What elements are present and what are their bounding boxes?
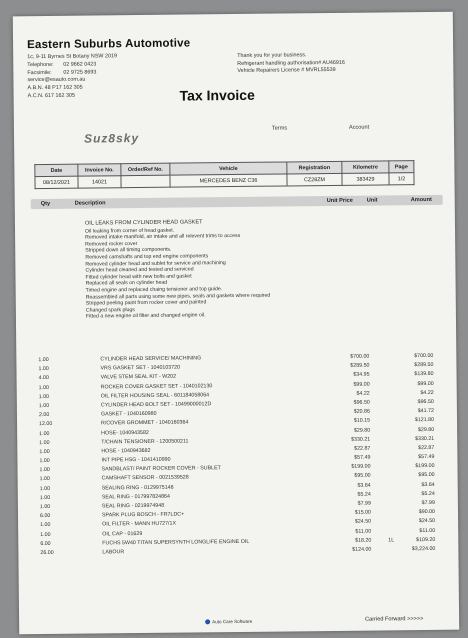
order-ref-header: Order/Ref No. [121, 163, 170, 176]
line-item-amount: $121.80 [414, 417, 435, 424]
line-item-unit-price: $10.15 [353, 417, 371, 425]
line-item-description: SEAL RING - 017997824864 [101, 493, 170, 501]
page-value: 1/2 [389, 173, 414, 185]
refrigerant-line: Refrigerant handling authorisation# AU46916 [237, 59, 345, 67]
line-item-amount: $3.64 [421, 481, 435, 488]
line-item-amount: $700.00 [414, 352, 434, 360]
line-item-qty: 1.00 [39, 448, 50, 455]
job-description-title: OIL LEAKS FROM CYLINDER HEAD GASKET [84, 219, 203, 227]
line-item-amount: $289.50 [414, 362, 434, 369]
telephone-value: 02 9662 0423 [63, 61, 97, 68]
line-item-description: CAMSHAFT SENSOR - 0021539528 [101, 474, 189, 482]
software-credit [205, 619, 252, 625]
line-item-description: OIL FILTER HOUSING SEAL - 601184058064 [100, 392, 210, 400]
business-notice [237, 52, 345, 76]
abn-value: A.B.N. 48 P17 162 305 [27, 84, 83, 92]
line-item-amount: $96.50 [417, 398, 434, 406]
line-item-qty: 1.00 [38, 384, 50, 391]
info-value-row [35, 173, 414, 189]
job-description-line: Reassembled all parts using some new pipes, seals and gaskets where required [85, 292, 271, 301]
line-item-description: HOSE- 1040943582 [101, 429, 149, 436]
registration-value: CZ28ZM [287, 173, 342, 186]
thanks-line: Thank you for your business. [237, 52, 307, 59]
line-item-unit-price: $15.00 [354, 509, 372, 516]
line-item-description: SANDBLAST/ PAINT ROCKER COVER - SUBLET [101, 465, 221, 473]
line-item-qty: 1.00 [38, 366, 49, 373]
line-item-qty: 6.00 [40, 540, 51, 547]
line-item-amount: $99.00 [417, 380, 434, 387]
line-item-amount: $199.00 [415, 463, 435, 470]
line-item-qty: 26.00 [40, 549, 54, 556]
unit-price-column-header: Unit Price [326, 197, 353, 205]
software-logo-icon [205, 620, 210, 625]
line-item-unit-price: $11.00 [355, 528, 372, 535]
line-item-unit-price: $34.95 [353, 371, 370, 379]
line-item-description: CYLINDER HEAD BOLT SET - 10499000012D [100, 401, 212, 409]
line-item-unit-price: $700.00 [350, 353, 370, 360]
registration-header: Registration [287, 161, 342, 174]
line-item-amount: $11.00 [419, 527, 436, 534]
vehicle-header: Vehicle [170, 162, 287, 175]
line-item-unit-price: $99.00 [353, 381, 370, 388]
job-description-line: Fitted cylinder head with new bolts and gasket [85, 273, 192, 281]
qty-column-header: Qty [40, 200, 51, 208]
line-items-header [31, 195, 443, 209]
line-item-description: ROCKER COVER GASKET SET - 1040102130 [100, 382, 213, 390]
invoice-no-value: 14021 [78, 176, 121, 188]
line-item-qty: 1.00 [40, 522, 51, 529]
description-column-header: Description [74, 200, 106, 207]
line-item-amount: $109.20 [416, 536, 436, 543]
line-item-unit-price: $4.22 [356, 390, 370, 397]
line-item-amount: $7.99 [421, 499, 435, 507]
carried-forward: Carried Forward >>>>> [365, 616, 424, 623]
company-address-block [27, 53, 117, 101]
page-header: Page [389, 161, 414, 173]
line-item-description: OIL CAP - 01629 [102, 530, 143, 537]
software-name: Auto Care Software [212, 618, 253, 625]
facsimile-label: Facsimile: [27, 69, 52, 76]
line-item-unit-price: $95.00 [354, 473, 371, 480]
job-description-line: Removed camshafts and top end engine components [85, 253, 209, 261]
unit-column-header: Unit [366, 197, 378, 204]
invoice-no-header: Invoice No. [78, 164, 121, 176]
job-description-line: Removed rocker cover [85, 240, 138, 248]
line-item-unit-price: $330.21 [351, 436, 371, 443]
address-line: 1c, 9-11 Byrnes St Botany NSW 2019 [27, 53, 118, 61]
invoice-info-table [34, 160, 414, 189]
line-item-unit-price: $20.86 [353, 408, 370, 415]
line-item-description: OIL FILTER - MANN HU727/1X [102, 521, 177, 528]
line-item-amount: $22.87 [418, 444, 435, 451]
document-title: Tax Invoice [179, 86, 255, 104]
facsimile-value: 02 9725 8693 [63, 69, 97, 76]
date-header: Date [35, 164, 78, 176]
line-item-amount: $4.22 [420, 389, 434, 396]
line-item-description: INT PIPE HSG - 1041410990 [101, 456, 171, 464]
job-description-line: Oil leaking from corner of head gasket. [84, 227, 175, 235]
job-description-line: Replaced all seals on cylinder head [85, 280, 168, 287]
line-item-unit-price: $96.50 [353, 399, 370, 406]
job-description-line: Removed cylinder head and sublet for service and machining [85, 259, 226, 268]
job-description [85, 219, 271, 321]
line-item-qty: 1.00 [39, 503, 51, 511]
acn-value: A.C.N. 617 162 305 [27, 92, 76, 100]
terms-label: Terms [271, 125, 288, 132]
line-item-description: LABOUR [102, 549, 125, 556]
line-item-qty: 2.00 [38, 412, 50, 419]
line-item-qty: 1.00 [40, 531, 51, 538]
line-item-unit-price: $124.00 [352, 546, 372, 553]
line-item-amount: $24.50 [418, 518, 436, 525]
line-item-description: HOSE - 1040943682 [101, 447, 151, 455]
line-item-amount: $330.21 [415, 435, 435, 442]
line-item-qty: 1.00 [38, 356, 49, 364]
line-item-amount: $29.80 [417, 426, 435, 433]
license-line: Vehicle Repairers License # MVRL55539 [237, 67, 336, 75]
line-item-qty: 1.00 [39, 494, 51, 501]
job-description-line: Stripped down all timing components. [85, 247, 172, 254]
line-item-qty: 6.00 [39, 513, 51, 520]
line-item-description: R/COVER GROMMET - 1040160364 [101, 419, 189, 427]
line-item-amount: $57.49 [418, 453, 435, 461]
line-item-description: T/CHAIN TENSIONER - 1200500211 [101, 438, 189, 446]
line-item-description: VRS GASKET SET - 1040103720 [100, 364, 181, 372]
line-items-list [38, 353, 445, 559]
line-item-unit-price: $18.20 [355, 537, 372, 544]
line-item-description: SEAL RING - 0219974948 [101, 502, 165, 510]
line-item-qty: 1.00 [39, 430, 50, 437]
order-ref-value [121, 175, 170, 188]
line-item-description: FUCHS 5W40 TITAN SUPERSYNTH LONGLIFE ENGINE OIL [102, 538, 250, 547]
line-item-amount: $3,224.00 [411, 545, 436, 553]
line-item-amount: $5.24 [421, 490, 435, 497]
job-description-line: Changed spark plugs [85, 306, 135, 314]
company-name: Eastern Suburbs Automotive [27, 37, 191, 52]
job-description-line: Fitted a new engine oil filter and changed engine oil. [85, 312, 206, 320]
line-item-amount: $90.00 [418, 509, 436, 516]
line-item-unit-price: $7.99 [357, 500, 371, 507]
line-item-qty: 1.00 [39, 467, 50, 474]
line-item-qty: 1.00 [39, 485, 51, 492]
email-value: service@esauto.com.au [27, 76, 86, 84]
line-item-qty: 1.00 [39, 476, 50, 483]
line-item-unit-price: $3.64 [357, 482, 371, 489]
line-item-qty: 1.00 [38, 402, 50, 410]
telephone-label: Telephone: [27, 61, 54, 68]
line-item-unit: 1L [388, 537, 395, 544]
vehicle-value: MERCEDES BENZ C36 [170, 174, 287, 187]
line-item-qty: 1.00 [39, 458, 50, 465]
line-item-unit-price: $24.50 [354, 518, 372, 526]
line-item-qty: 1.00 [39, 439, 50, 446]
line-item-qty: 1.00 [38, 393, 50, 400]
line-item-unit-price: $29.80 [353, 427, 371, 434]
line-item-unit-price: $199.00 [351, 463, 371, 471]
line-item-unit-price: $5.24 [357, 491, 371, 498]
job-description-line: Removed intake manifold, air intake and all relevent trims to access [85, 233, 241, 241]
account-label: Account [348, 124, 370, 131]
job-description-line: Stripped peeling paint from rocker cover and painted [85, 299, 207, 307]
line-item-unit-price: $22.87 [354, 445, 371, 452]
line-item-unit-price: $57.49 [354, 454, 371, 461]
line-item-amount: $95.00 [418, 472, 435, 479]
amount-column-header: Amount [410, 196, 432, 204]
date-value: 08/12/2021 [35, 176, 78, 188]
kilometre-value: 383429 [342, 173, 389, 185]
invoice-page [13, 12, 459, 635]
line-item-description: CYLINDER HEAD SERVICE/ MACHINING [100, 355, 202, 363]
line-item-description: GASKET - 1040160980 [100, 410, 157, 418]
customer-logo: Suz8sky [83, 131, 140, 146]
line-item-amount: $139.80 [414, 371, 434, 378]
line-item-amount: $41.72 [417, 408, 434, 415]
line-item-qty: 12.00 [39, 421, 53, 428]
line-item-unit-price: $289.50 [350, 362, 370, 369]
kilometre-header: Kilometre [342, 161, 389, 173]
line-item-description: VALVE STEM SEAL KIT - W202 [100, 374, 177, 381]
job-description-line: Timed engine and replaced chaing tensioner and top guide. [85, 286, 223, 294]
line-item-description: SPARK PLUG BOSCH - FR7LDC+ [101, 511, 185, 519]
line-item-description: SEALING RING - 0129975148 [101, 484, 174, 492]
job-description-line: Cylinder head cleaned and tested and serviced [85, 266, 194, 274]
line-item-qty: 4.00 [38, 375, 49, 382]
